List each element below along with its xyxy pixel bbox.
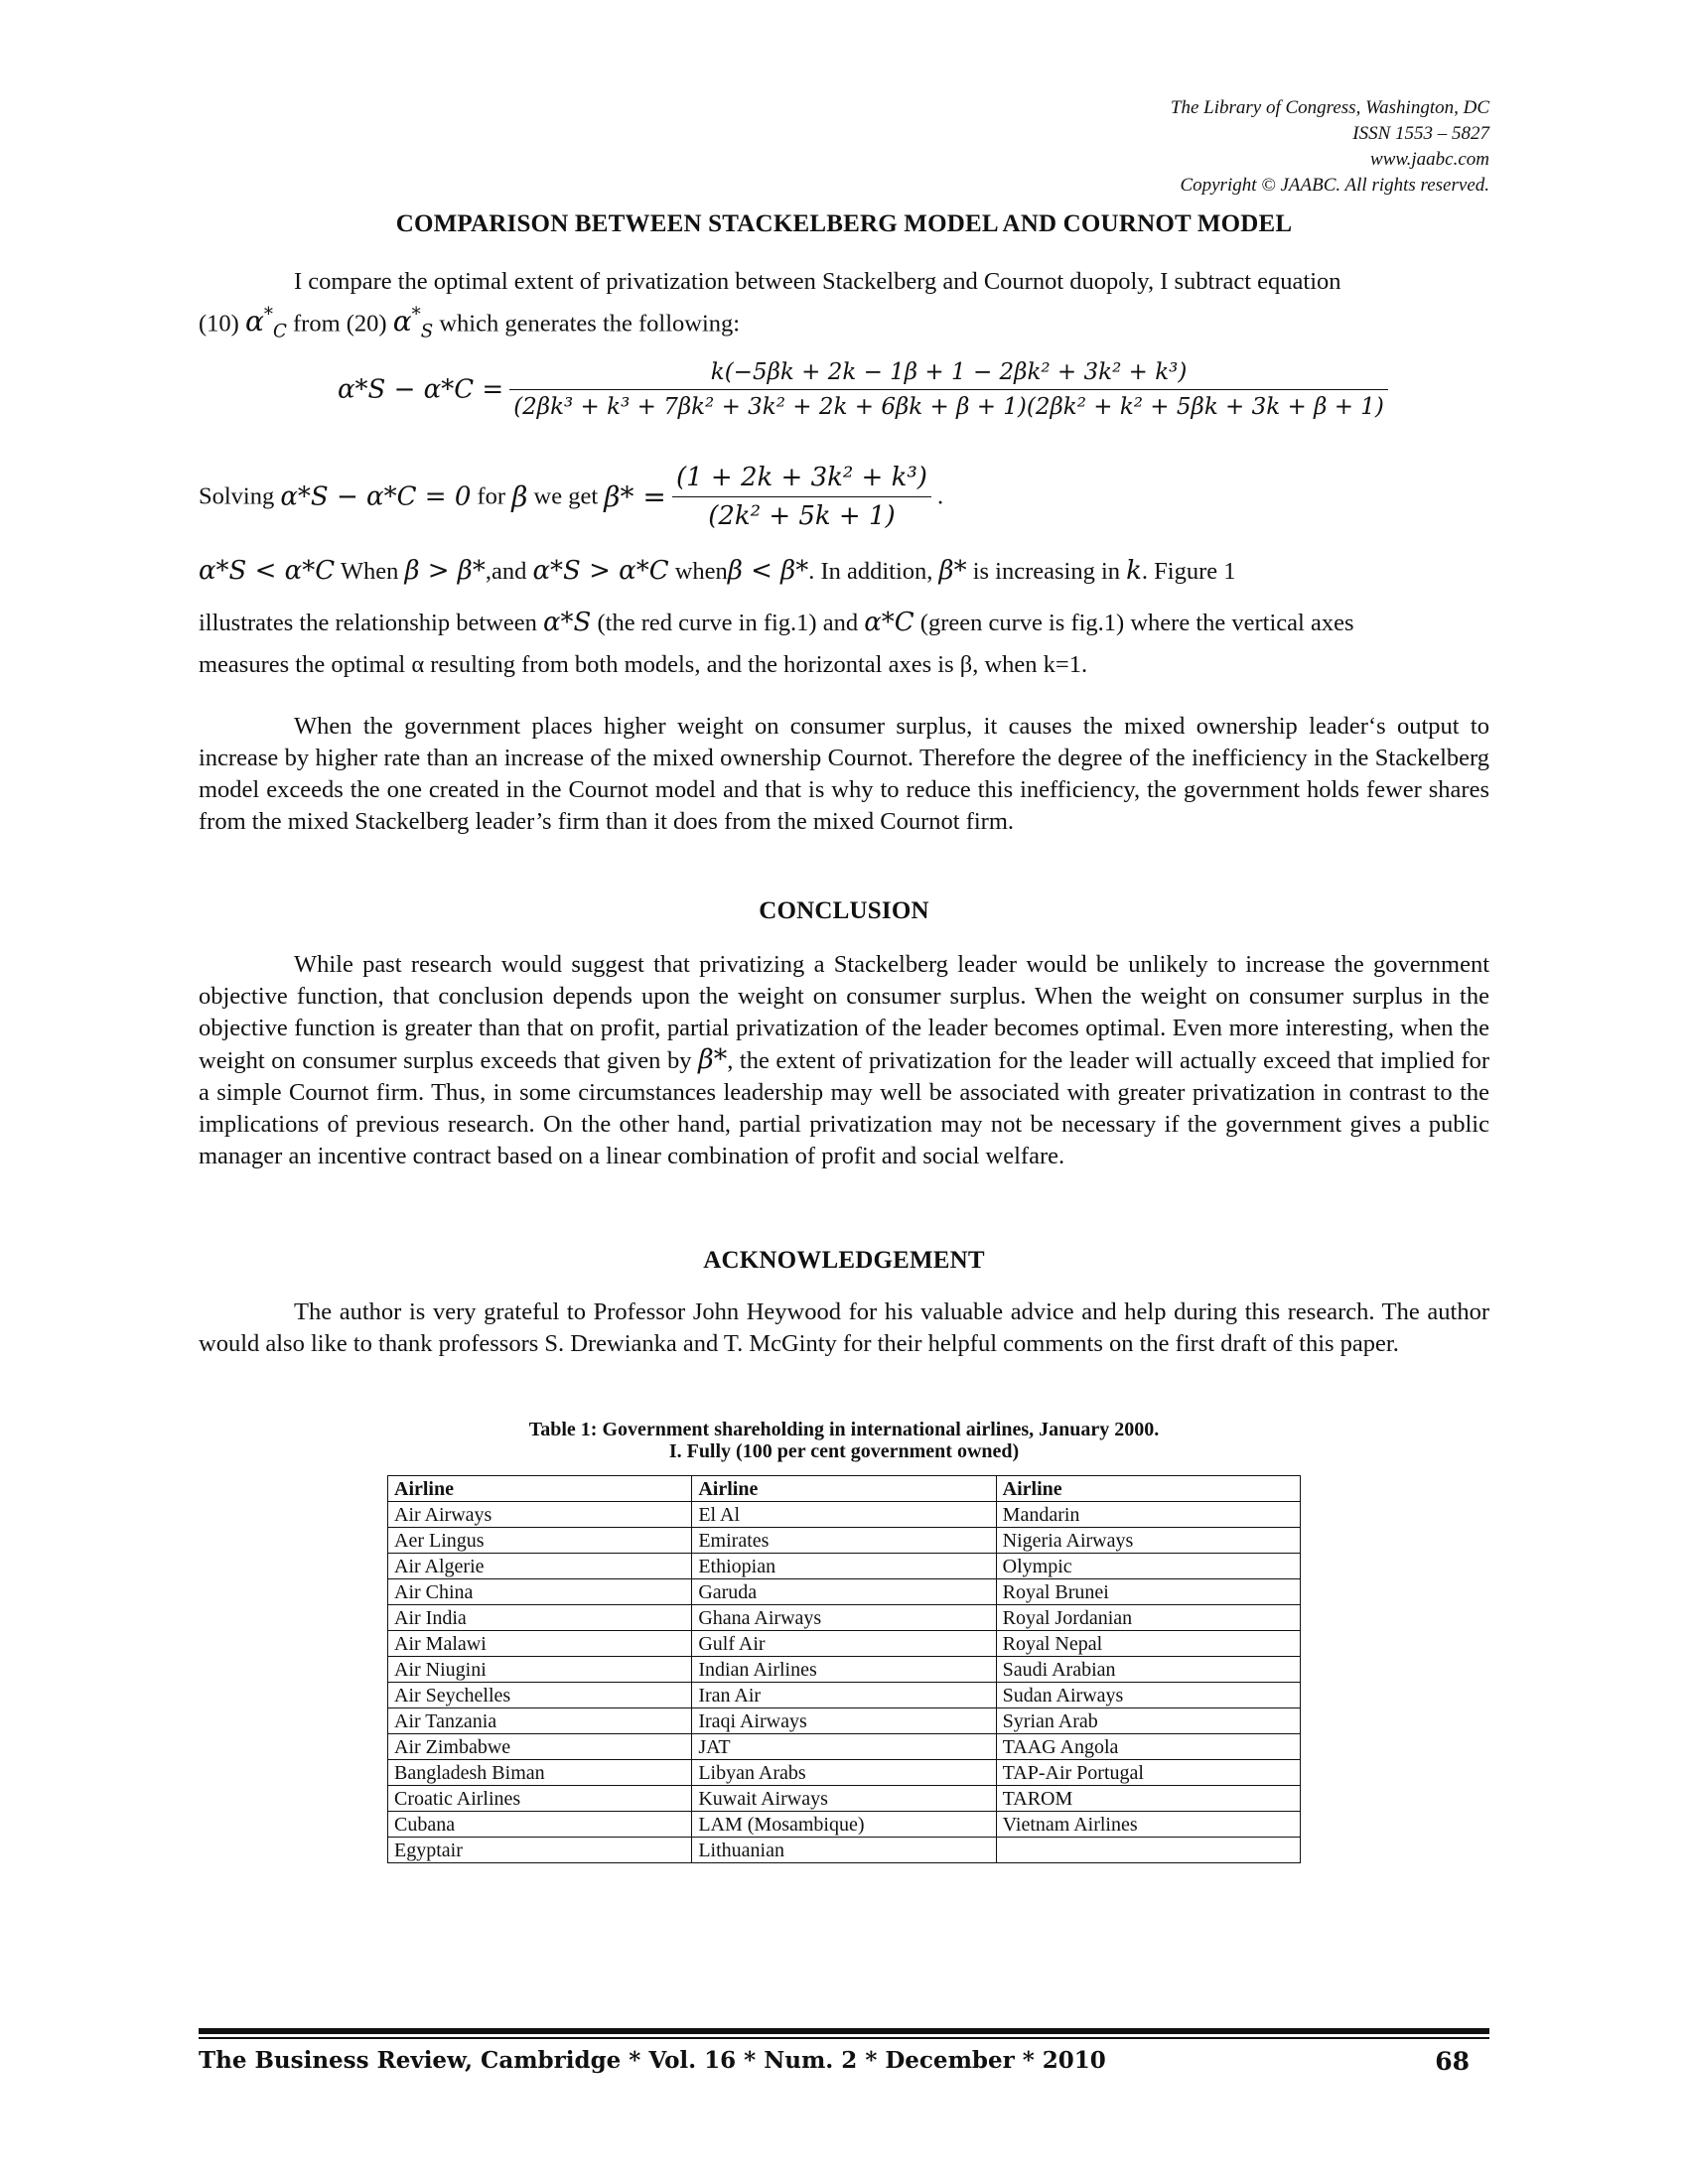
table-cell: LAM (Mosambique) — [692, 1812, 996, 1838]
paragraph-text: When the government places higher weight on consumer surplus, it causes the mixed ownership leader‘s output to increase by higher rate than an increase of the mixed ownership Cournot. Therefore the degree of the inefficiency in the Stackelberg model exceeds the one created in the Cournot model and that is why to reduce this inefficiency, the government holds fewer shares from the mixed Stackelberg leader’s firm than it does from the mixed Cournot firm. — [199, 713, 1489, 835]
intro-line: I compare the optimal extent of privatization between Stackelberg and Cournot duopoly, I subtract equation — [294, 268, 1341, 295]
inequality: β < β* — [727, 556, 809, 586]
table-cell: Air India — [388, 1605, 692, 1631]
table-cell — [996, 1838, 1300, 1863]
solve-for: for — [477, 482, 506, 510]
equation-denominator: (2βk³ + k³ + 7βk² + 3k² + 2k + 6βk + β + 1)(2βk² + k² + 5βk + 3k + β + 1) — [513, 394, 1384, 420]
table-row — [388, 1605, 1301, 1631]
table-cell: El Al — [692, 1502, 996, 1528]
axes-line: measures the optimal α resulting from both models, and the horizontal axes is β, when k=1. — [199, 651, 1088, 678]
table-cell: Indian Airlines — [692, 1657, 996, 1683]
table-cell: Emirates — [692, 1528, 996, 1554]
intro-tail: which generates the following: — [439, 310, 741, 338]
header-line: www.jaabc.com — [1370, 149, 1489, 170]
conclusion-title: CONCLUSION — [759, 897, 929, 924]
section-title: COMPARISON BETWEEN STACKELBERG MODEL AND COURNOT MODEL — [395, 210, 1293, 237]
alpha-c-symbol: α*C — [864, 608, 914, 637]
intro-paragraph — [199, 266, 1489, 348]
table-row — [388, 1579, 1301, 1605]
solve-equation: α*S − α*C = 0 — [280, 481, 472, 512]
paragraph — [199, 711, 1489, 838]
table-cell: Royal Jordanian — [996, 1605, 1300, 1631]
airlines-table — [387, 1475, 1301, 1863]
page-number: 68 — [1435, 2047, 1470, 2076]
beta-symbol: β — [511, 480, 528, 513]
table-cell: Nigeria Airways — [996, 1528, 1300, 1554]
footer-journal: The Business Review, Cambridge * Vol. 16 * Num. 2 * December * 2010 — [199, 2047, 1106, 2074]
table-cell: Air Airways — [388, 1502, 692, 1528]
table-row — [388, 1502, 1301, 1528]
header-line: Copyright © JAABC. All rights reserved. — [1180, 175, 1489, 196]
table-caption: Table 1: Government shareholding in international airlines, January 2000. — [528, 1419, 1160, 1440]
table-cell: TAP-Air Portugal — [996, 1760, 1300, 1786]
table-cell: Royal Nepal — [996, 1631, 1300, 1657]
table-cell: Air China — [388, 1579, 692, 1605]
text-span: When — [340, 558, 399, 585]
table-row — [388, 1760, 1301, 1786]
table-cell: Iraqi Airways — [692, 1708, 996, 1734]
table-cell: TAAG Angola — [996, 1734, 1300, 1760]
text-span: when — [674, 558, 728, 585]
table-cell: Gulf Air — [692, 1631, 996, 1657]
column-header: Airline — [388, 1476, 692, 1502]
alpha-s-symbol: α*S — [542, 608, 592, 637]
conclusion-text: , the extent of privatization for the leader will actually exceed that implied for a simple Cournot firm. Thus, in some circumstances leadership may well be associated with greater privatization in contrast to the implications of previous research. On the other hand, partial privatization may not be necessary if the government gives a public manager an incentive contract based on a linear combination of profit and social welfare. — [199, 1047, 1490, 1169]
footer-rule — [199, 2028, 1489, 2034]
table-cell: Garuda — [692, 1579, 996, 1605]
table-cell: Royal Brunei — [996, 1579, 1300, 1605]
table-cell: Aer Lingus — [388, 1528, 692, 1554]
beta-star-fraction — [672, 463, 931, 531]
table-cell: Air Seychelles — [388, 1683, 692, 1708]
header-line: The Library of Congress, Washington, DC — [1170, 97, 1489, 118]
table-row — [388, 1631, 1301, 1657]
solve-label: Solving — [199, 482, 275, 510]
table-row — [388, 1554, 1301, 1579]
table-cell: TAROM — [996, 1786, 1300, 1812]
illustration-line — [199, 608, 1489, 637]
text-span: . In addition, — [808, 558, 933, 585]
table-cell: Egyptair — [388, 1838, 692, 1863]
table-cell: Cubana — [388, 1812, 692, 1838]
inequality: β > β* — [404, 556, 486, 586]
text-span: . Figure 1 — [1141, 558, 1236, 585]
table-cell: Saudi Arabian — [996, 1657, 1300, 1683]
k-symbol: k — [1126, 556, 1142, 586]
table-cell: Air Algerie — [388, 1554, 692, 1579]
text-span: is increasing in — [972, 558, 1121, 585]
conclusion-paragraph — [199, 949, 1489, 1172]
table-cell: Air Malawi — [388, 1631, 692, 1657]
table-cell: Iran Air — [692, 1683, 996, 1708]
inequality-line — [199, 556, 1489, 586]
header-line: ISSN 1553 – 5827 — [1352, 123, 1489, 144]
table-cell: Air Zimbabwe — [388, 1734, 692, 1760]
equation-numerator: k(−5βk + 2k − 1β + 1 − 2βk² + 3k² + k³) — [509, 359, 1388, 390]
equation-fraction — [509, 359, 1388, 420]
table-row — [388, 1683, 1301, 1708]
solving-line: Solving α*S − α*C = 0 for β we get β* = $\frac{\text{(1 + 2k + 3k² + k³)}}{\text{(2k² + 5k + 1)}}$ . — [199, 463, 944, 531]
beta-star-numerator: (1 + 2k + 3k² + k³) — [672, 463, 931, 497]
table-cell: Vietnam Airlines — [996, 1812, 1300, 1838]
table-row — [388, 1657, 1301, 1683]
beta-star: β* — [698, 1044, 728, 1075]
footer-rule — [199, 2037, 1489, 2039]
table-cell: JAT — [692, 1734, 996, 1760]
alpha-c-symbol: $\alpha^*_C$ — [244, 305, 287, 342]
journal-header — [1171, 95, 1489, 199]
acknowledgement-title: ACKNOWLEDGEMENT — [703, 1247, 985, 1274]
table-cell: Bangladesh Biman — [388, 1760, 692, 1786]
table-cell: Libyan Arabs — [692, 1760, 996, 1786]
table-row — [388, 1786, 1301, 1812]
table-cell: Air Niugini — [388, 1657, 692, 1683]
equation-lhs: α*S − α*C = — [338, 374, 504, 405]
table-cell: Air Tanzania — [388, 1708, 692, 1734]
table-cell: Sudan Airways — [996, 1683, 1300, 1708]
table-cell: Ethiopian — [692, 1554, 996, 1579]
beta-star-lhs: β* = — [604, 480, 666, 513]
table-row — [388, 1838, 1301, 1863]
table-cell: Mandarin — [996, 1502, 1300, 1528]
eq-ref: from (20) — [293, 310, 387, 338]
text-span: illustrates the relationship between — [199, 610, 537, 636]
table-subcaption: I. Fully (100 per cent government owned) — [668, 1440, 1020, 1462]
inequality: α*S > α*C — [532, 556, 669, 586]
text-span: (the red curve in fig.1) and — [597, 610, 859, 636]
eq-ref: (10) — [199, 310, 239, 338]
acknowledgement-text: The author is very grateful to Professor John Heywood for his valuable advice and help during this research. The author would also like to thank professors S. Drewianka and T. McGinty for their helpful comments on the first draft of this paper. — [199, 1298, 1489, 1357]
column-header: Airline — [692, 1476, 996, 1502]
alpha-s-symbol: $\alpha^*_S$ — [392, 305, 434, 342]
column-header: Airline — [996, 1476, 1300, 1502]
table-header-row — [388, 1476, 1301, 1502]
acknowledgement-paragraph — [199, 1297, 1489, 1360]
text-span: (green curve is fig.1) where the vertical axes — [919, 610, 1354, 636]
beta-star-denominator: (2k² + 5k + 1) — [708, 501, 896, 531]
table-cell: Kuwait Airways — [692, 1786, 996, 1812]
table-cell: Croatic Airlines — [388, 1786, 692, 1812]
intro-line-2 — [199, 300, 1489, 348]
table-body — [388, 1502, 1301, 1863]
text-span: ,and — [485, 558, 527, 585]
table-row — [388, 1734, 1301, 1760]
table-cell: Ghana Airways — [692, 1605, 996, 1631]
table-row — [388, 1812, 1301, 1838]
table-cell: Olympic — [996, 1554, 1300, 1579]
solve-get: we get — [533, 482, 599, 510]
table-cell: Lithuanian — [692, 1838, 996, 1863]
inequality: α*S < α*C — [199, 556, 336, 586]
conclusion-text: While past research would suggest that privatizing a Stackelberg leader would be unlikely to increase the government objective function, that conclusion depends upon the weight on consumer surplus. When the weight on consumer surplus in the objective function is greater than that on profit, partial privatization of the leader becomes optimal. Even more interesting, when the weight on consumer surplus exceeds that given by — [199, 951, 1489, 1074]
page-footer — [199, 2047, 1489, 2074]
beta-star: β* — [938, 556, 967, 586]
table-row — [388, 1528, 1301, 1554]
difference-equation — [338, 359, 1489, 420]
table-row — [388, 1708, 1301, 1734]
table-cell: Syrian Arab — [996, 1708, 1300, 1734]
